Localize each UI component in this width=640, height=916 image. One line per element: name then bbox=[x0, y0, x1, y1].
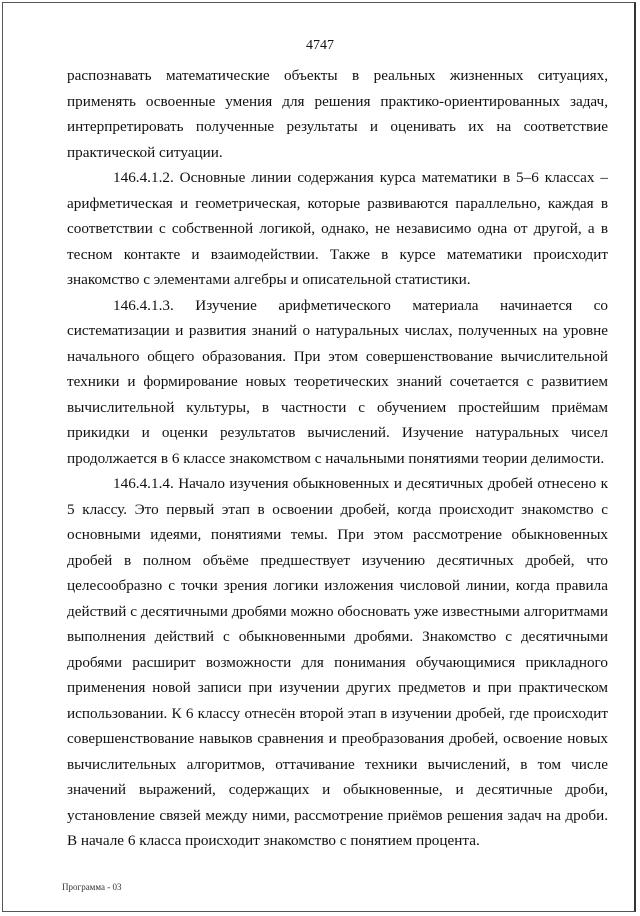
footer-label: Программа - 03 bbox=[62, 882, 122, 892]
page-number: 4747 bbox=[306, 38, 334, 53]
paragraph-146-4-1-2: 146.4.1.2. Основные линии содержания курса математики в 5–6 классах – арифметическая и геометрическая, которые развиваются параллельно, каждая в соответствии с собственной логикой, однако, не независимо одна от другой, а в тесном контакте и взаимодействии. Также в курсе математики происходит знакомство с элементами алгебры и описательной статистики. bbox=[67, 169, 608, 288]
paragraph-146-4-1-4: 146.4.1.4. Начало изучения обыкновенных и десятичных дробей отнесено к 5 классу. Это первый этап в освоении дробей, когда происходит знакомство с основными идеями, понятиями темы. При этом рассмотрение обыкновенных дробей в полном объёме предшествует изучению десятичных дробей, что целесообразно с точки зрения логики изложения числовой линии, когда правила действий с десятичными дробями можно обосновать уже известными алгоритмами выполнения действий с обыкновенными дробями. Знакомство с десятичными дробями расширит возможности для понимания обучающимися прикладного применения новой записи при изучении других предметов и при практическом использовании. К 6 классу отнесён второй этап в изучении дробей, где происходит совершенствование навыков сравнения и преобразования дробей, освоение новых вычислительных алгоритмов, оттачивание техники вычислений, в том числе значений выражений, содержащих и обыкновенные, и десятичные дроби, установление связей между ними, рассмотрение приёмов решения задач на дроби. В начале 6 класса происходит знакомство с понятием процента. bbox=[67, 475, 608, 849]
paragraph-continuation: распознавать математические объекты в реальных жизненных ситуациях, применять освоенные умения для решения практико-ориентированных задач, интерпретировать полученные результаты и оценивать их на соответствие практической ситуации. bbox=[67, 67, 608, 161]
document-body bbox=[67, 63, 608, 854]
paragraph-146-4-1-3: 146.4.1.3. Изучение арифметического материала начинается со систематизации и развития знаний о натуральных числах, полученных на уровне начального общего образования. При этом совершенствование вычислительной техники и формирование новых теоретических знаний сочетается с развитием вычислительной культуры, в частности с обучением простейшим приёмам прикидки и оценки результатов вычислений. Изучение натуральных чисел продолжается в 6 классе знакомством с начальными понятиями теории делимости. bbox=[67, 296, 608, 467]
